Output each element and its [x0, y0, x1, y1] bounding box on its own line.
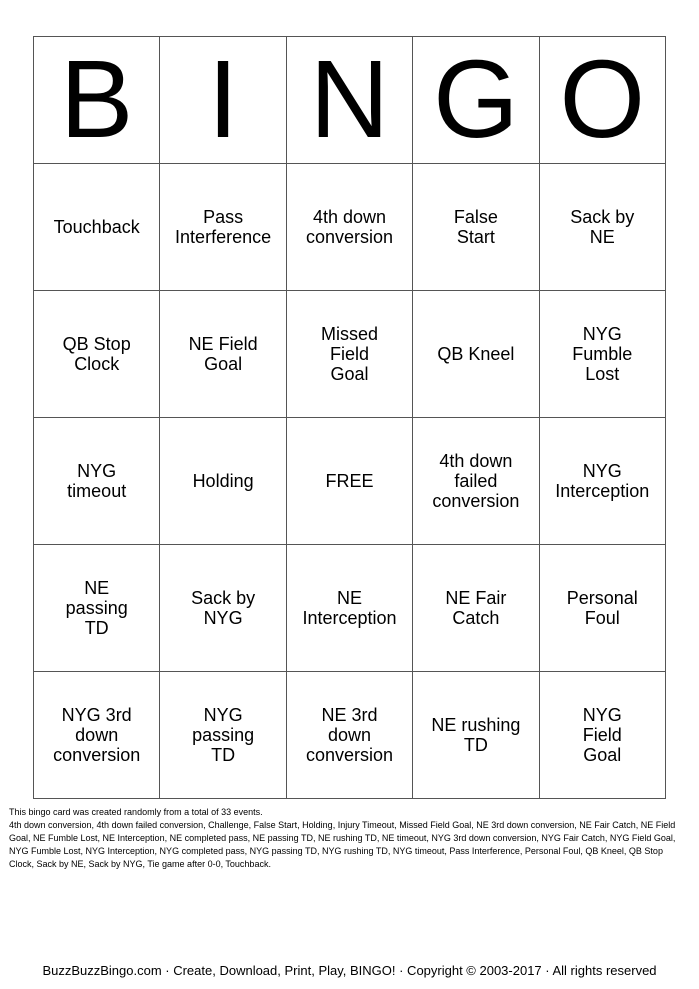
- cell-label: Holding: [192, 471, 254, 491]
- cell-label: QB Stop Clock: [62, 334, 131, 374]
- bingo-cell: [34, 291, 160, 418]
- cell-label: Pass Interference: [175, 207, 272, 247]
- bingo-header-row: [34, 37, 666, 164]
- bingo-cell: [160, 418, 286, 545]
- cell-label: NYG Interception: [555, 461, 650, 501]
- bingo-cell: [413, 291, 539, 418]
- bingo-cell: [539, 545, 665, 672]
- bingo-row: [34, 672, 666, 799]
- bingo-cell: [160, 545, 286, 672]
- bingo-cell: [286, 291, 412, 418]
- cell-label: NYG passing TD: [192, 705, 255, 765]
- bingo-cell: [413, 545, 539, 672]
- bingo-cell: [286, 164, 412, 291]
- bingo-cell: [34, 672, 160, 799]
- cell-label: Touchback: [53, 217, 140, 237]
- cell-label: Sack by NE: [570, 207, 635, 247]
- header-letter-b: B: [34, 37, 160, 164]
- bingo-cell: [34, 164, 160, 291]
- cell-label: NE Fair Catch: [445, 588, 507, 628]
- bingo-card: [33, 36, 666, 799]
- header-letter-o: O: [539, 37, 665, 164]
- cell-label: Missed Field Goal: [320, 324, 378, 384]
- cell-label: NYG 3rd down conversion: [53, 705, 141, 765]
- cell-label: NE passing TD: [65, 578, 128, 638]
- bingo-cell: [286, 672, 412, 799]
- cell-label: NE Interception: [302, 588, 397, 628]
- bingo-cell: [160, 164, 286, 291]
- bingo-cell: [413, 418, 539, 545]
- bingo-row: [34, 164, 666, 291]
- header-letter-i: I: [160, 37, 286, 164]
- cell-label: QB Kneel: [437, 344, 515, 364]
- header-letter-n: N: [286, 37, 412, 164]
- cell-label: NE Field Goal: [188, 334, 258, 374]
- cell-label: 4th down conversion: [305, 207, 393, 247]
- bingo-row: [34, 418, 666, 545]
- event-info: [9, 806, 689, 871]
- bingo-cell: [413, 164, 539, 291]
- cell-label: Personal Foul: [566, 588, 638, 628]
- cell-label: False Start: [453, 207, 498, 247]
- bingo-cell: [286, 545, 412, 672]
- bingo-cell: [539, 672, 665, 799]
- cell-label: NE rushing TD: [431, 715, 521, 755]
- bingo-cell: [160, 672, 286, 799]
- event-info-intro: This bingo card was created randomly from a total of 33 events.: [9, 807, 263, 817]
- cell-label: NYG Fumble Lost: [572, 324, 633, 384]
- bingo-row: [34, 545, 666, 672]
- bingo-cell: [34, 545, 160, 672]
- cell-label: NYG timeout: [67, 461, 127, 501]
- free-space-label: FREE: [325, 471, 374, 491]
- cell-label: NYG Field Goal: [582, 705, 622, 765]
- header-letter-g: G: [413, 37, 539, 164]
- free-space-cell: [286, 418, 412, 545]
- cell-label: NE 3rd down conversion: [305, 705, 393, 765]
- bingo-cell: [539, 164, 665, 291]
- bingo-row: [34, 291, 666, 418]
- cell-label: Sack by NYG: [191, 588, 256, 628]
- bingo-cell: [539, 418, 665, 545]
- cell-label: 4th down failed conversion: [432, 451, 520, 511]
- bingo-cell: [34, 418, 160, 545]
- bingo-cell: [413, 672, 539, 799]
- bingo-cell: [539, 291, 665, 418]
- footer-credits: BuzzBuzzBingo.com · Create, Download, Print, Play, BINGO! · Copyright © 2003-2017 · All rights reserved: [42, 963, 657, 978]
- bingo-cell: [160, 291, 286, 418]
- event-list: 4th down conversion, 4th down failed conversion, Challenge, False Start, Holding, Injury Timeout, Missed Field Goal, NE 3rd down conversion, NE Fair Catch, NE Field Goal, NE Fumble Lost, NE Interception, NE completed pass, NE passing TD, NE rushing TD, NE timeout, NYG 3rd down conversion, NYG Fair Catch, NYG Field Goal, NYG Fumble Lost, NYG Interception, NYG completed pass, NYG passing TD, NYG rushing TD, NYG timeout, Pass Interference, Personal Foul, QB Kneel, QB Stop Clock, Sack by NE, Sack by NYG, Tie game after 0-0, Touchback.: [9, 820, 676, 869]
